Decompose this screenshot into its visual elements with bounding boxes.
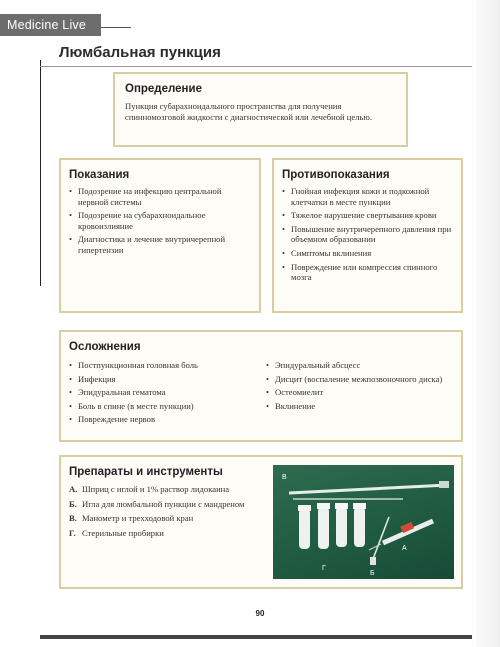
list-item: • Повреждение нервов	[69, 414, 256, 425]
complications-box	[59, 330, 463, 442]
item-marker: В.	[69, 513, 77, 524]
title-divider	[40, 66, 472, 67]
instruments-photo	[273, 465, 454, 579]
complications-list-left	[69, 360, 256, 428]
item-text: Манометр и трехходовой кран	[82, 513, 194, 524]
list-item: • Подозрение на субарахноидальное кровоизлияние	[69, 210, 251, 231]
list-item: • Тяжелое нарушение свертывания крови	[282, 210, 453, 221]
list-item: • Повреждение или компрессия спинного мозга	[282, 262, 453, 283]
list-item: • Подозрение на инфекцию центральной нервной системы	[69, 186, 251, 207]
list-item: • Остеомиелит	[266, 387, 453, 398]
list-item: • Гнойная инфекция кожи и подкожной клетчатки в месте пункции	[282, 186, 453, 207]
instruments-illustration	[273, 465, 454, 579]
instruments-heading: Препараты и инструменты	[69, 466, 223, 478]
page-number: 90	[255, 609, 265, 618]
instruments-list	[69, 484, 257, 538]
item-marker: А.	[69, 484, 78, 494]
item-marker: Б.	[69, 498, 77, 509]
contraindications-box	[272, 158, 463, 313]
list-item: • Эпидуральный абсцесс	[266, 360, 453, 371]
indications-box	[59, 158, 261, 313]
list-item	[69, 528, 257, 539]
list-item	[69, 513, 257, 524]
item-marker: Г.	[69, 527, 76, 538]
list-item	[69, 499, 257, 510]
indications-list	[69, 186, 251, 256]
test-tubes	[298, 503, 366, 549]
label-v: В	[282, 474, 287, 481]
list-item: • Повышение внутричерепного давления при объемном образовании	[282, 224, 453, 245]
watermark-line	[101, 27, 131, 28]
indications-heading: Показания	[69, 169, 130, 181]
page-title: Люмбальная пункция	[59, 44, 221, 61]
item-text: Стерильные пробирки	[82, 527, 164, 538]
list-item	[69, 484, 257, 495]
item-text: Игла для люмбальной пункции с мандреном	[82, 498, 245, 509]
item-text: Шприц с иглой и 1% раствор лидокаина	[82, 484, 230, 494]
spinal-needle	[373, 517, 389, 559]
margin-rule	[40, 60, 41, 286]
definition-text: Пункция субарахноидального пространства для получения спинномозговой жидкости с диагностической или лечебной целью.	[125, 101, 372, 122]
list-item: • Диагностика и лечение внутричерепной гипертензии	[69, 234, 251, 255]
scan-edge	[476, 0, 500, 647]
label-g: Г	[322, 565, 326, 572]
syringe	[369, 521, 433, 550]
contraindications-heading: Противопоказания	[282, 169, 390, 181]
list-item: • Боль в спине (в месте пункции)	[69, 401, 256, 412]
list-item: • Инфекция	[69, 374, 256, 385]
label-a: А	[402, 545, 407, 552]
manometer-tube	[289, 485, 448, 493]
label-b: Б	[370, 570, 375, 577]
contraindications-list	[282, 186, 453, 283]
complications-list-right	[256, 360, 453, 428]
watermark-badge: Medicine Live	[0, 14, 101, 36]
list-item: • Постпункционная головная боль	[69, 360, 256, 371]
list-item: • Эпидуральная гематома	[69, 387, 256, 398]
list-item: • Симптомы вклинения	[282, 248, 453, 259]
bottom-rule	[40, 635, 472, 639]
definition-box	[113, 72, 408, 147]
complications-heading: Осложнения	[69, 341, 141, 353]
definition-heading: Определение	[125, 83, 202, 95]
stopcock	[439, 481, 449, 488]
instruments-box	[59, 455, 463, 589]
list-item: • Вклинение	[266, 401, 453, 412]
list-item: • Дисцит (воспаление межпозвоночного диска)	[266, 374, 453, 385]
